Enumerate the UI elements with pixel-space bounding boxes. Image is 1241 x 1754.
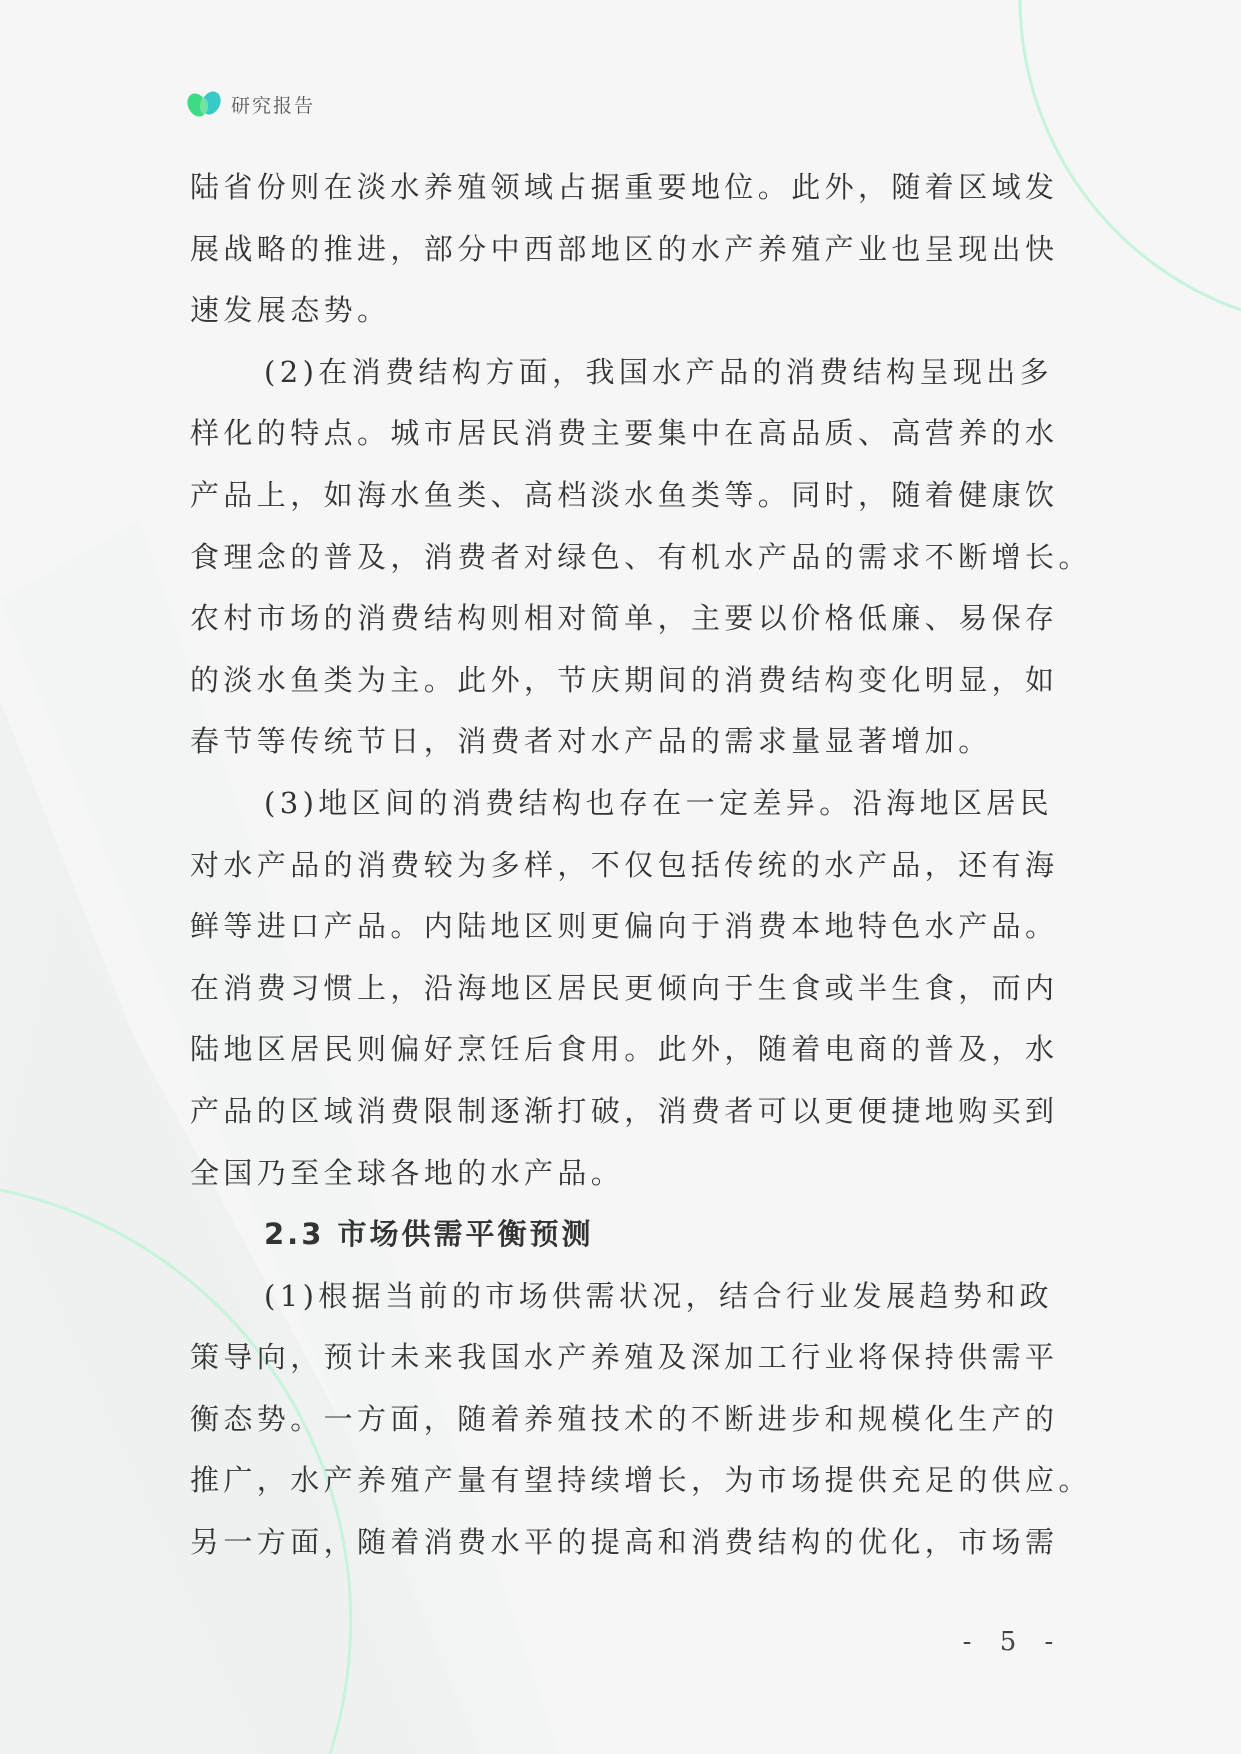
text-line: 速发展态势。 <box>190 293 391 328</box>
text-line: 的淡水鱼类为主。此外，节庆期间的消费结构变化明显，如 <box>190 662 1059 697</box>
text-line: 全国乃至全球各地的水产品。 <box>190 1155 625 1190</box>
text-line: 衡态势。一方面，随着养殖技术的不断进步和规模化生产的 <box>190 1401 1059 1436</box>
text-line: 展战略的推进，部分中西部地区的水产养殖产业也呈现出快 <box>190 231 1059 266</box>
text-line: 陆地区居民则偏好烹饪后食用。此外，随着电商的普及，水 <box>190 1032 1059 1067</box>
text-line: 对水产品的消费较为多样，不仅包括传统的水产品，还有海 <box>190 847 1059 882</box>
text-line: 春节等传统节日，消费者对水产品的需求量显著增加。 <box>190 724 992 759</box>
text-line: 产品上，如海水鱼类、高档淡水鱼类等。同时，随着健康饮 <box>190 477 1059 512</box>
text-line: 鲜等进口产品。内陆地区则更偏向于消费本地特色水产品。 <box>190 909 1059 944</box>
document-header <box>186 86 315 122</box>
text-line: 在消费习惯上，沿海地区居民更倾向于生食或半生食，而内 <box>190 970 1059 1005</box>
text-line: 另一方面，随着消费水平的提高和消费结构的优化，市场需 <box>190 1525 1059 1560</box>
text-line: 陆省份则在淡水养殖领域占据重要地位。此外，随着区域发 <box>190 170 1059 204</box>
text-line: 产品的区域消费限制逐渐打破，消费者可以更便捷地购买到 <box>190 1093 1059 1128</box>
text-line: 食理念的普及，消费者对绿色、有机水产品的需求不断增长。 <box>190 539 1092 574</box>
paragraph-start-line: (1)根据当前的市场供需状况，结合行业发展趋势和政 <box>264 1278 1054 1313</box>
brand-logo-icon <box>186 86 222 122</box>
text-line: 样化的特点。城市居民消费主要集中在高品质、高营养的水 <box>190 416 1059 451</box>
text-line: 策导向，预计未来我国水产养殖及深加工行业将保持供需平 <box>190 1340 1059 1375</box>
paragraph-start-line: (2)在消费结构方面，我国水产品的消费结构呈现出多 <box>264 354 1054 389</box>
body-text <box>190 157 1092 1574</box>
text-line: 推广，水产养殖产量有望持续增长，为市场提供充足的供应。 <box>190 1463 1092 1498</box>
header-title: 研究报告 <box>231 94 316 117</box>
section-heading: 2.3 市场供需平衡预测 <box>264 1217 594 1252</box>
paragraph-start-line: (3)地区间的消费结构也存在一定差异。沿海地区居民 <box>264 785 1054 820</box>
text-line: 农村市场的消费结构则相对简单，主要以价格低廉、易保存 <box>190 601 1059 636</box>
page-number: - 5 - <box>962 1627 1064 1657</box>
